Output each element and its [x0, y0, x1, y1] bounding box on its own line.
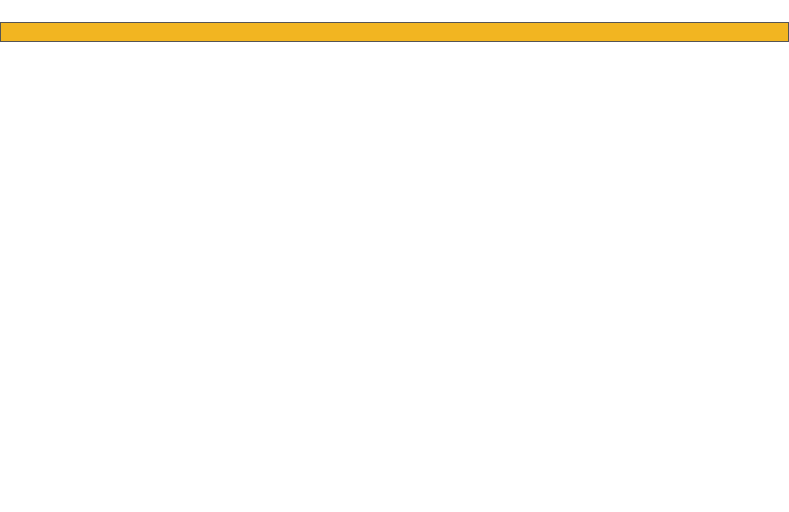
- directorate-banner: [0, 22, 789, 42]
- spacer: [0, 0, 789, 22]
- spacer: [0, 42, 789, 56]
- directory-spreadsheet: [0, 0, 789, 56]
